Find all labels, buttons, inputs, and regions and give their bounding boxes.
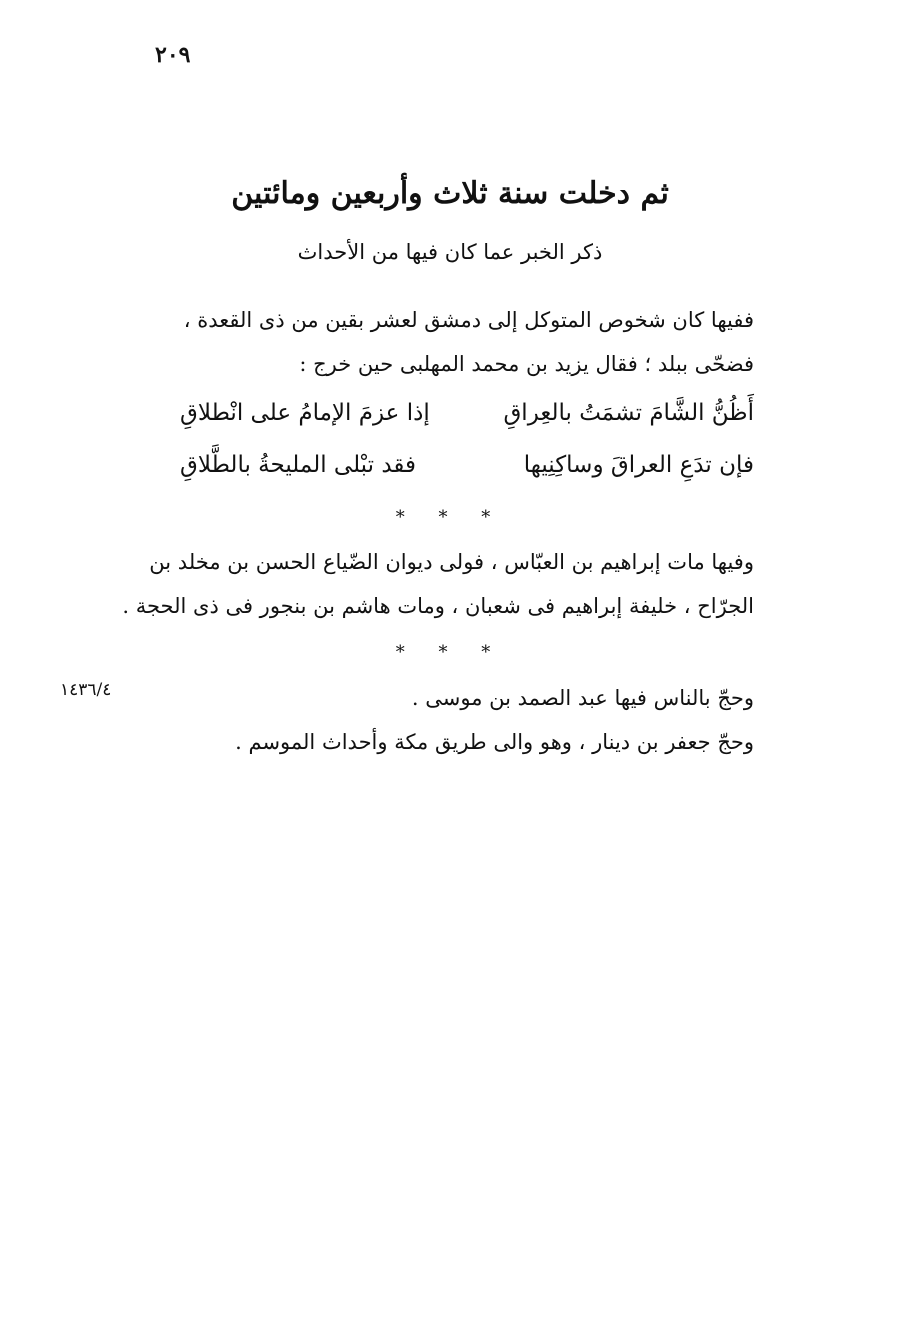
verse-hemistich: فقد تبْلى المليحةُ بالطَّلاقِ	[180, 452, 417, 478]
verse-line-2	[150, 452, 754, 492]
margin-reference: ١٤٣٦/٤	[60, 680, 112, 700]
chapter-title: ثم دخلت سنة ثلاث وأربعين ومائتين	[231, 176, 669, 211]
page-number: ٢٠٩	[155, 42, 191, 68]
verse-hemistich: فإن تدَعِ العراقَ وساكِنِيها	[523, 452, 754, 478]
paragraph-1	[150, 298, 754, 386]
paragraph-3	[150, 676, 754, 764]
text-line: وحجّ جعفر بن دينار ، وهو والى طريق مكة وأحداث الموسم .	[235, 730, 754, 754]
section-separator: * * *	[395, 642, 505, 663]
text-line: وفيها مات إبراهيم بن العبّاس ، فولى ديوان الضّياع الحسن بن مخلد بن	[149, 550, 754, 574]
verse-line-1	[150, 400, 754, 440]
text-line: فضحّى ببلد ؛ فقال يزيد بن محمد المهلبى حين خرج :	[299, 352, 754, 376]
paragraph-2	[122, 540, 754, 628]
text-line: الجرّاح ، خليفة إبراهيم فى شعبان ، ومات هاشم بن بنجور فى ذى الحجة .	[122, 594, 754, 618]
verse-hemistich: إذا عزمَ الإمامُ على انْطلاقِ	[180, 400, 430, 426]
text-line: وحجّ بالناس فيها عبد الصمد بن موسى .	[411, 686, 754, 710]
verse-hemistich: أَظُنُّ الشَّامَ تشمَتُ بالعِراقِ	[503, 400, 754, 426]
section-heading: ذكر الخبر عما كان فيها من الأحداث	[297, 240, 603, 264]
text-line: ففيها كان شخوص المتوكل إلى دمشق لعشر بقين من ذى القعدة ،	[183, 308, 754, 332]
section-separator: * * *	[395, 507, 505, 528]
